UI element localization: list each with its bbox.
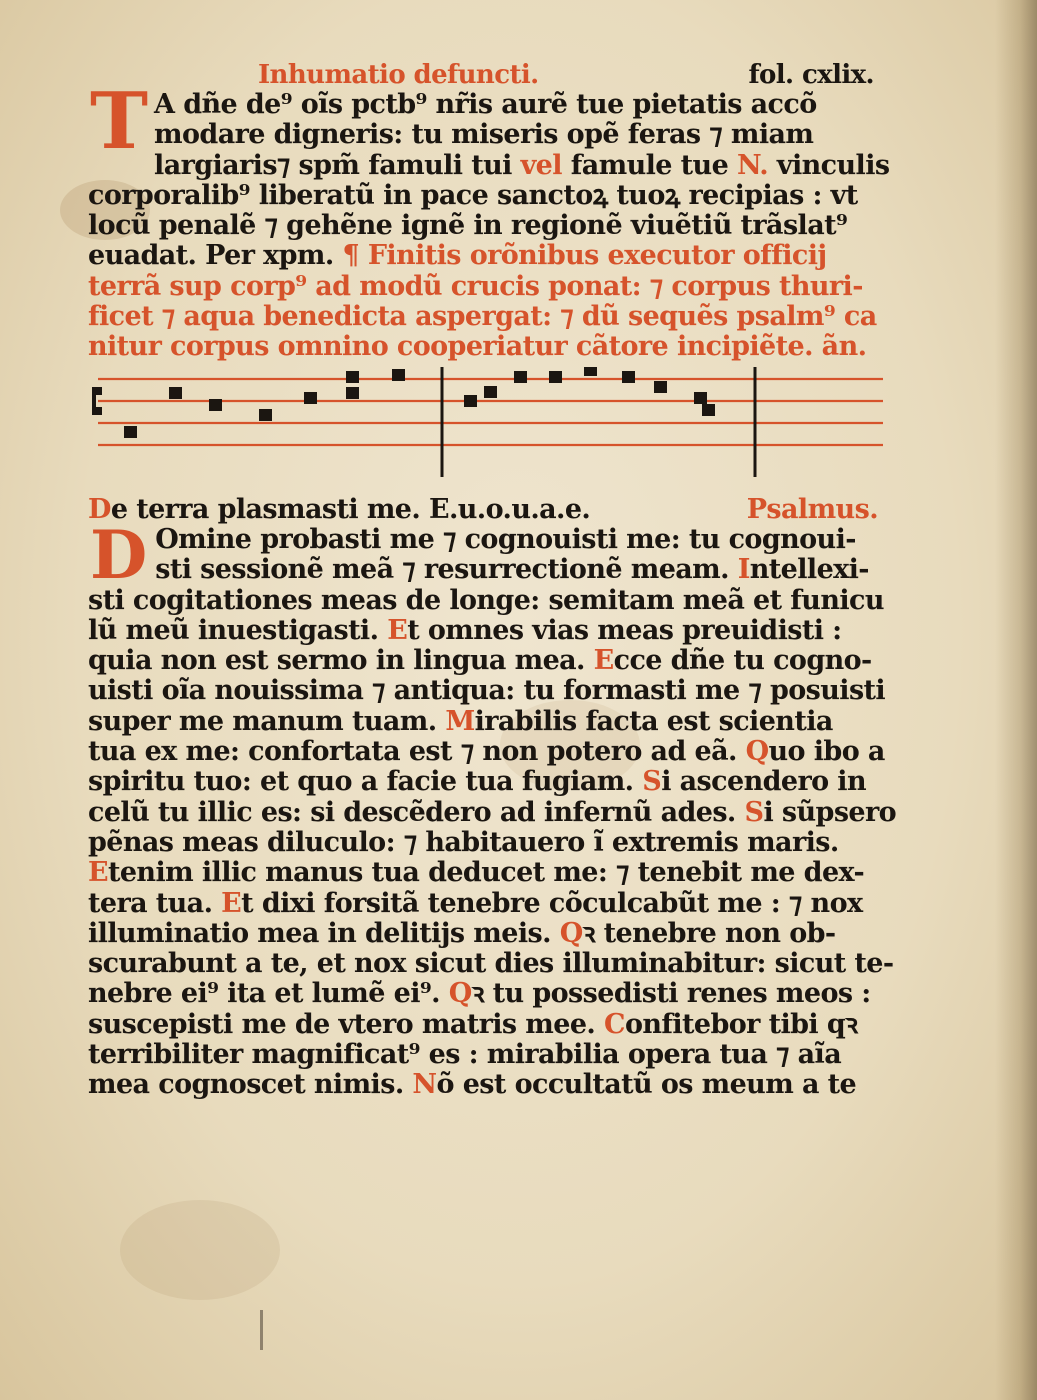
rubric-text: Q [448, 978, 472, 1010]
prayer-line [88, 181, 888, 211]
text-block [88, 60, 897, 1101]
psalm-line [88, 1070, 888, 1100]
body-text: irabilis facta est scientia [474, 705, 833, 737]
body-text: locũ penalẽ ⁊ gehẽne ignẽ in regionẽ viuẽtiũ trãslat⁹ [88, 210, 848, 242]
rubric-text: S [642, 766, 662, 798]
body-text: euadat. Per xpm. [88, 240, 343, 272]
prayer-line [88, 272, 888, 302]
neume-note [346, 371, 359, 383]
body-text: sti cogitationes meas de longe: semitam meã et funicu [88, 584, 884, 616]
body-text: sti sessionẽ meã ⁊ resurrectionẽ meam. [155, 554, 738, 586]
psalm-line [88, 646, 888, 676]
body-text: pẽnas meas diluculo: ⁊ habitauero ĩ extremis maris. [88, 826, 839, 858]
psalm-line [88, 919, 888, 949]
body-text: vinculis [768, 149, 890, 181]
rubric-text: nitur corpus omnino cooperiatur cãtore incipiẽte. ãn. [88, 331, 867, 363]
body-text: largiaris⁊ spm̃ famuli tui [154, 149, 521, 181]
prayer-line [88, 302, 888, 332]
body-text: modare digneris: tu miseris opẽ feras ⁊ miam [154, 119, 814, 151]
psalm-line [88, 858, 888, 888]
body-text: illuminatio mea in delitijs meis. [88, 917, 560, 949]
body-text: tenim illic manus tua deducet me: ⁊ tenebit me dex- [107, 857, 865, 889]
psalm-line [88, 767, 888, 797]
body-text: nebre ei⁹ ita et lumẽ ei⁹. [88, 978, 449, 1010]
psalm-line [88, 525, 888, 555]
rubric-text: Q [745, 736, 769, 768]
neume-note [702, 404, 715, 416]
psalm-line [88, 737, 888, 767]
rubric-text: ficet ⁊ aqua benedicta aspergat: ⁊ dũ sequẽs psalm⁹ ca [88, 301, 877, 333]
body-text: suscepisti me de vtero matris mee. [88, 1008, 605, 1040]
prayer-lines [88, 76, 890, 363]
body-text: tera tua. [88, 887, 222, 919]
neume-note [124, 426, 137, 438]
prayer-line [88, 90, 888, 120]
neume-note [549, 371, 562, 383]
body-text: uo ibo a [768, 736, 885, 768]
body-text: spiritu tuo: et quo a facie tua fugiam. [88, 766, 643, 798]
rubric-text: N. [736, 149, 769, 181]
rubric-text: E [593, 645, 614, 677]
body-text: ntellexi- [749, 554, 869, 586]
psalm-intro-text: e terra plasmasti me. E.u.o.u.a.e. [110, 493, 591, 525]
body-text: õ est occultatũ os meum a te [436, 1069, 857, 1101]
neume-note [694, 392, 707, 404]
folio-number: fol. cxlix. [748, 60, 874, 90]
psalm-line [88, 616, 888, 646]
psalm-block [88, 515, 897, 1101]
psalm-line [88, 948, 894, 980]
neume-note [464, 395, 477, 407]
neume-note [259, 409, 272, 421]
psalm-line [88, 979, 888, 1009]
psalm-intro-initial: D [88, 493, 111, 525]
psalm-lines [88, 515, 897, 1101]
body-text: quia non est sermo in lingua mea. [88, 645, 594, 677]
neume-note [304, 392, 317, 404]
body-text: cce dñe tu cogno- [613, 645, 872, 677]
body-text: ꝛ tenebre non ob- [582, 917, 836, 949]
rubric-text: E [387, 614, 408, 646]
body-text: uisti oĩa nouissima ⁊ antiqua: tu formasti me ⁊ posuisti [88, 675, 886, 707]
body-text: i ascendero in [661, 766, 866, 798]
body-text: i sũpsero [763, 796, 897, 828]
rubric-text: terrã sup corp⁹ ad modũ crucis ponat: ⁊ corpus thuri- [88, 270, 863, 302]
rubric-text: N [412, 1069, 437, 1101]
psalm-intro-line [88, 495, 888, 525]
running-title: Inhumatio defuncti. [258, 60, 539, 90]
prayer-block [88, 76, 890, 363]
psalm-drop-initial: D [90, 515, 148, 594]
music-staff [88, 367, 888, 487]
rubric-text: S [744, 796, 764, 828]
prayer-line [88, 332, 888, 362]
rubric-text: C [604, 1008, 625, 1040]
prayer-line [88, 241, 888, 271]
rubric-text: E [88, 857, 108, 889]
rubric-text: M [445, 705, 475, 737]
body-text: terribiliter magnificat⁹ es : mirabilia opera tua ⁊ aĩa [88, 1039, 842, 1071]
body-text: ꝛ tu possedisti renes meos : [471, 978, 871, 1010]
body-text: onfitebor tibi qꝛ [624, 1008, 858, 1040]
ink-mark [260, 1310, 263, 1350]
psalmus-label: Psalmus. [746, 493, 878, 525]
body-text: tua ex me: confortata est ⁊ non potero ad eã. [88, 736, 746, 768]
prayer-line [88, 151, 888, 181]
psalm-line [88, 1040, 888, 1070]
neume-note [209, 399, 222, 411]
neume-note [622, 371, 635, 383]
psalm-line [88, 707, 888, 737]
neume-note [654, 381, 667, 393]
rubric-text: vel [520, 149, 562, 181]
page-edge-shadow [995, 0, 1037, 1400]
neume-note [484, 386, 497, 398]
body-text: t dixi forsitã tenebre cõculcabũt me : ⁊ nox [241, 887, 863, 919]
prayer-line [88, 211, 888, 241]
paper-stain [120, 1200, 280, 1300]
body-text: super me manum tuam. [88, 705, 446, 737]
rubric-text: I [737, 554, 750, 586]
neume-note [392, 369, 405, 381]
body-text: celũ tu illic es: si descẽdero ad infernũ ades. [88, 796, 745, 828]
body-text: t omnes vias meas preuidisti : [407, 614, 842, 646]
chant-notation [88, 367, 888, 487]
rubric-text: E [221, 887, 242, 919]
body-text: scurabunt a te, et nox sicut dies illuminabitur: sicut te- [88, 948, 894, 980]
drop-initial: T [90, 76, 149, 167]
psalm-line [88, 796, 897, 828]
body-text: famule tue [561, 149, 737, 181]
neume-note [169, 387, 182, 399]
prayer-line [88, 120, 888, 150]
body-text: lũ meũ inuestigasti. [88, 614, 388, 646]
psalm-line [88, 828, 888, 858]
body-text: corporalib⁹ liberatũ in pace sanctoꝝ tuoꝝ recipias : vt [88, 179, 858, 211]
neume-note [514, 371, 527, 383]
psalm-line [88, 555, 888, 585]
body-text: mea cognoscet nimis. [88, 1069, 413, 1101]
neume-note [346, 387, 359, 399]
psalm-line [88, 676, 888, 706]
page-header [88, 60, 888, 90]
body-text: A dñe de⁹ oĩs pctb⁹ nr̃is aurẽ tue pietatis accõ [154, 89, 817, 120]
rubric-text: ¶ Finitis orõnibus executor officij [342, 240, 827, 272]
psalm-line [88, 1010, 888, 1040]
rubric-text: Q [559, 917, 583, 949]
psalm-line [88, 586, 888, 616]
psalm-line [88, 889, 888, 919]
body-text: Omine probasti me ⁊ cognouisti me: tu cognoui- [155, 523, 856, 555]
neume-note [584, 367, 597, 376]
